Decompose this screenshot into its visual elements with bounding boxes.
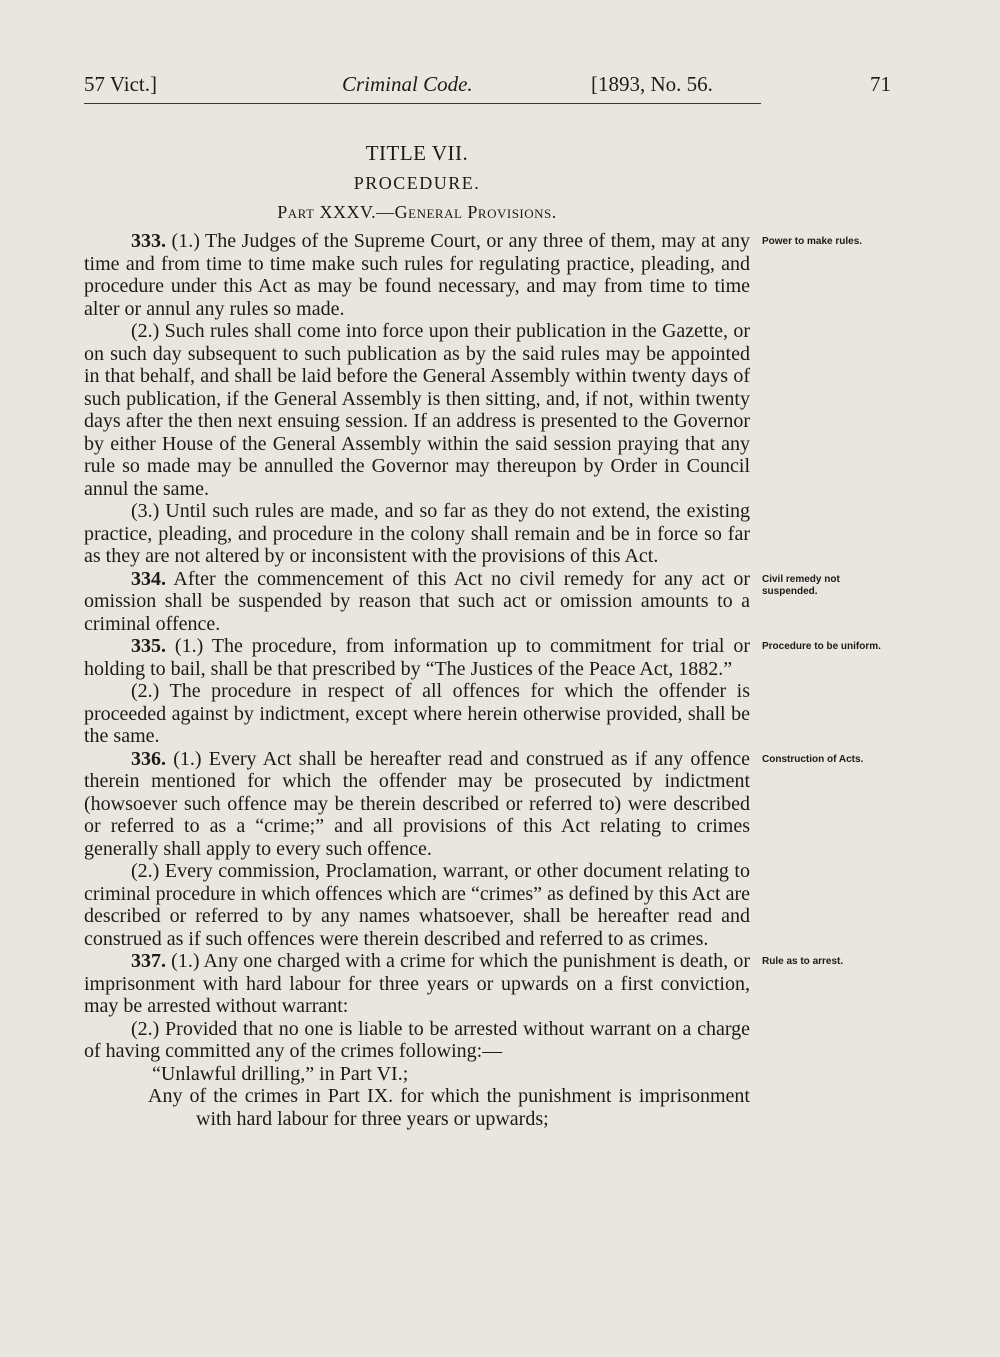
running-header xyxy=(84,72,904,102)
section-number: 334. xyxy=(131,567,166,590)
section-number: 333. xyxy=(131,230,166,252)
body-text xyxy=(84,230,881,1130)
marginal-note: Civil remedy not suspended. xyxy=(762,573,840,597)
section-number: 336. xyxy=(131,747,166,770)
paragraph-text: (1.) Any one charged with a crime for which the punishment is death, or imprisonment with hard labour for three years or upwards on a first conviction, may be arrested without warrant: xyxy=(84,950,751,1017)
section-paragraph xyxy=(84,230,863,320)
section-paragraph xyxy=(84,635,881,680)
paragraph-text: (2.) Provided that no one is liable to be arrested without warrant on a charge of having committed any of the crimes following:— xyxy=(84,1017,750,1062)
paragraph-text: (2.) Such rules shall come into force upon their publication in the Gazette, or on such day subsequent to such publication as by the said rules may be appointed in that behalf, and shall be laid before the General Assembly within twenty days of such publication, if the General Assembly is then sitting, and, if not, within twenty days after the then next ensuing session. If an address is presented to the Governor by either House of the General Assembly within the said session praying that any rule so made may be annulled the Governor may thereupon by Order in Council annul the same. xyxy=(84,320,750,500)
subsection-paragraph xyxy=(84,500,750,568)
list-item-text: Any of the crimes in Part IX. for which the punishment is imprisonment with hard labour for three years or upwards; xyxy=(148,1085,750,1130)
header-act-title: Criminal Code. xyxy=(342,72,473,96)
paragraph-text: (2.) Every commission, Proclamation, warrant, or other document relating to criminal procedure in which offences which are “crimes” as defined by this Act are described or referred to by any names whatsoever, shall be hereafter read and construed as if such offences were therein described and referred to as crimes. xyxy=(84,860,750,950)
header-year-number: [1893, No. 56. xyxy=(591,72,713,96)
procedure-heading: PROCEDURE. xyxy=(353,173,481,193)
subsection-paragraph xyxy=(84,680,750,748)
marginal-note: Construction of Acts. xyxy=(762,753,864,765)
marginal-note: Rule as to arrest. xyxy=(762,956,844,967)
section-number: 335. xyxy=(131,635,166,657)
paragraph-text: (1.) The Judges of the Supreme Court, or any three of them, may at any time and from time to time make such rules for regulating practice, pleading, and procedure under this Act as may be found necessary, and may from time to time alter or annul any rules so made. xyxy=(84,230,750,320)
paragraph-text: (1.) The procedure, from information up to commitment for trial or holding to bail, shall be that prescribed by “The Justices of the Peace Act, 1882.” xyxy=(84,635,750,680)
paragraph-text: (2.) The procedure in respect of all offences for which the offender is proceeded against by indictment, except where herein otherwise provided, shall be the same. xyxy=(84,680,750,747)
marginal-note: Power to make rules. xyxy=(762,236,863,247)
paragraph-text: (1.) Every Act shall be hereafter read and construed as if any offence therein mentioned for which the offender may be prosecuted by indictment (howsoever such offence may be therein described or referred to) were described or referred to as a “crime;” and all provisions of this Act relating to crimes generally shall apply to every such offence. xyxy=(84,747,751,860)
page-number: 71 xyxy=(870,72,891,96)
subsection-paragraph xyxy=(84,320,750,500)
section-paragraph xyxy=(84,950,844,1018)
section-paragraph xyxy=(84,747,864,861)
part-heading: Part XXXV.—General Provisions. xyxy=(277,202,557,222)
subsection-paragraph xyxy=(84,860,750,950)
section-number: 337. xyxy=(131,950,166,972)
list-item xyxy=(84,1063,750,1086)
paragraph-text: After the commencement of this Act no civil remedy for any act or omission shall be suspended by reason that such act or omission amounts to a criminal offence. xyxy=(84,567,750,635)
list-item-text: “Unlawful drilling,” in Part VI.; xyxy=(152,1062,409,1085)
subsection-paragraph xyxy=(84,1018,750,1063)
header-rule xyxy=(84,103,761,104)
section-paragraph xyxy=(84,567,840,636)
list-item xyxy=(84,1085,750,1130)
title-heading: TITLE VII. xyxy=(365,141,469,165)
paragraph-text: (3.) Until such rules are made, and so far as they do not extend, the existing practice, pleading, and procedure in the colony shall remain and be in force so far as they are not altered by or inconsistent with the provisions of this Act. xyxy=(84,500,750,567)
marginal-note: Procedure to be uniform. xyxy=(762,641,881,652)
header-regnal-year: 57 Vict.] xyxy=(84,72,158,96)
